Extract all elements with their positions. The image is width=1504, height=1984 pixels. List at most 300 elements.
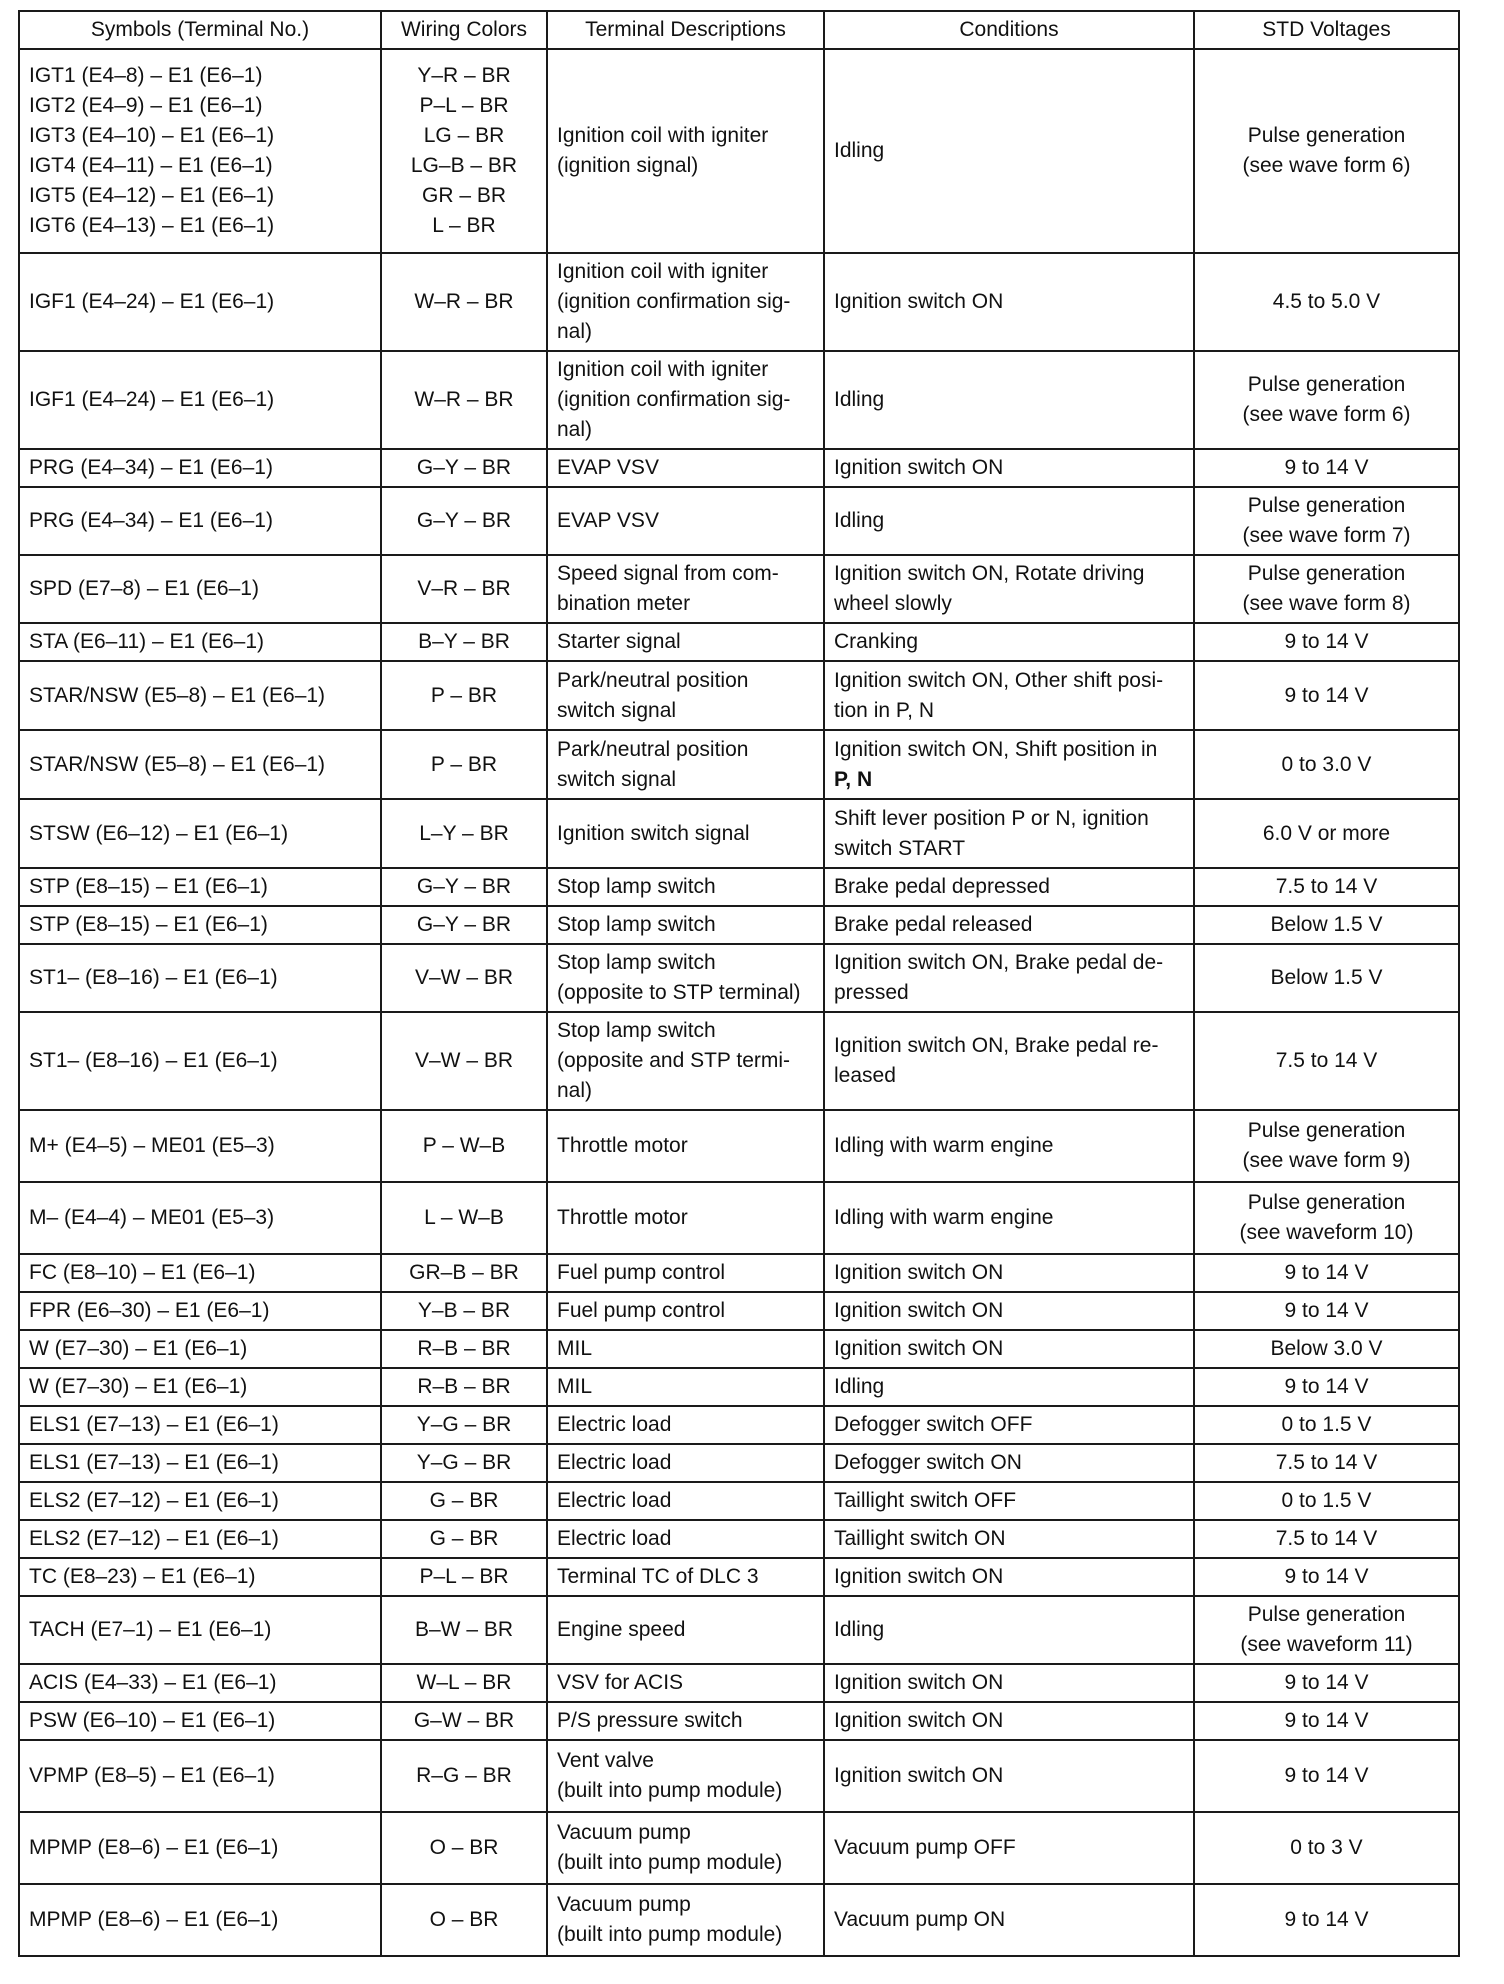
- condition-cell: [824, 906, 1194, 944]
- symbol-cell: IGF1 (E4–24) – E1 (E6–1): [19, 351, 381, 449]
- wiring-color-cell: P – BR: [381, 730, 547, 799]
- igt-description-line: Ignition coil with igniter: [557, 124, 769, 147]
- description-cell: [547, 1812, 824, 1884]
- voltage-cell: [1194, 1330, 1459, 1368]
- description-cell: [547, 1558, 824, 1596]
- description-cell: [547, 1740, 824, 1812]
- condition-cell: [824, 1740, 1194, 1812]
- condition-cell: [824, 1012, 1194, 1110]
- description-line: Park/neutral position: [557, 737, 749, 761]
- table-row: [19, 868, 1459, 906]
- description-cell: [547, 1444, 824, 1482]
- table-row: [19, 351, 1459, 449]
- condition-line: P, N: [834, 767, 873, 791]
- wiring-color-cell: GR–B – BR: [381, 1254, 547, 1292]
- igt-wiring-color: GR – BR: [421, 184, 507, 207]
- condition-cell: [824, 1182, 1194, 1254]
- voltage-cell: [1194, 1884, 1459, 1956]
- header-row: [19, 11, 1459, 49]
- condition-cell: [824, 1482, 1194, 1520]
- voltage-line: 7.5 to 14 V: [1275, 875, 1378, 898]
- igt-wiring-color: LG–B – BR: [410, 154, 518, 177]
- description-cell: [547, 1182, 824, 1254]
- symbol-cell: PRG (E4–34) – E1 (E6–1): [19, 449, 381, 487]
- voltage-line: Pulse generation: [1247, 1603, 1406, 1626]
- voltage-cell: [1194, 1444, 1459, 1482]
- description-line: Starter signal: [557, 630, 681, 653]
- description-cell: [547, 487, 824, 555]
- description-cell: [547, 730, 824, 799]
- description-line: Throttle motor: [557, 1206, 688, 1229]
- wiring-color-cell: G–Y – BR: [381, 449, 547, 487]
- voltage-cell: [1194, 730, 1459, 799]
- voltage-line: 4.5 to 5.0 V: [1272, 290, 1381, 313]
- description-line: switch signal: [557, 767, 677, 791]
- voltage-line: Pulse generation: [1247, 494, 1406, 517]
- igt-wiring-color: P–L – BR: [419, 94, 509, 117]
- condition-line: Idling: [834, 388, 885, 411]
- description-line: bination meter: [557, 592, 691, 615]
- wiring-color-cell: B–W – BR: [381, 1596, 547, 1664]
- voltage-line: 9 to 14 V: [1284, 1764, 1369, 1787]
- condition-cell: [824, 799, 1194, 868]
- condition-line: Defogger switch ON: [834, 1451, 1022, 1474]
- condition-line: Ignition switch ON, Brake pedal re-: [834, 1034, 1159, 1057]
- igt-symbol: IGT3 (E4–10) – E1 (E6–1): [29, 124, 275, 147]
- voltage-cell: [1194, 253, 1459, 351]
- table-row: [19, 1368, 1459, 1406]
- igt-wiring-color: LG – BR: [423, 124, 505, 147]
- description-cell: [547, 1406, 824, 1444]
- description-cell: [547, 1292, 824, 1330]
- condition-line: Ignition switch ON: [834, 1299, 1004, 1322]
- table-row: [19, 1740, 1459, 1812]
- voltage-cell: [1194, 555, 1459, 623]
- table-row: [19, 1012, 1459, 1110]
- voltage-cell: [1194, 1012, 1459, 1110]
- wiring-color-cell: O – BR: [381, 1884, 547, 1956]
- description-line: Electric load: [557, 1489, 672, 1512]
- condition-line: Brake pedal released: [834, 913, 1033, 936]
- condition-cell: [824, 1702, 1194, 1740]
- voltage-cell: [1194, 906, 1459, 944]
- wiring-color-cell: Y–G – BR: [381, 1444, 547, 1482]
- voltage-cell: [1194, 1182, 1459, 1254]
- symbol-cell: STAR/NSW (E5–8) – E1 (E6–1): [19, 730, 381, 799]
- table-row: [19, 730, 1459, 799]
- description-line: Ignition coil with igniter: [557, 260, 769, 283]
- wiring-color-cell: V–W – BR: [381, 1012, 547, 1110]
- description-line: Electric load: [557, 1527, 672, 1550]
- description-line: Speed signal from com-: [557, 562, 779, 585]
- description-cell: [547, 906, 824, 944]
- description-cell: [547, 1596, 824, 1664]
- description-line: EVAP VSV: [557, 509, 659, 532]
- table-row: [19, 253, 1459, 351]
- table-row-igt-group: [19, 49, 1459, 253]
- voltage-line: 9 to 14 V: [1284, 1375, 1369, 1398]
- voltage-line: 7.5 to 14 V: [1275, 1527, 1378, 1550]
- description-cell: [547, 449, 824, 487]
- igt-voltage-line: (see wave form 6): [1242, 154, 1411, 177]
- igt-wiring-color: L – BR: [432, 214, 496, 237]
- voltage-line: 9 to 14 V: [1284, 1709, 1369, 1732]
- condition-cell: [824, 1368, 1194, 1406]
- igt-symbol: IGT4 (E4–11) – E1 (E6–1): [29, 154, 273, 177]
- wiring-color-cell: G – BR: [381, 1520, 547, 1558]
- igt-description-line: (ignition signal): [557, 154, 699, 177]
- wiring-color-cell: R–G – BR: [381, 1740, 547, 1812]
- condition-line: Ignition switch ON, Shift position in: [834, 737, 1158, 761]
- table-row: [19, 799, 1459, 868]
- condition-line: Ignition switch ON, Brake pedal de-: [834, 951, 1164, 974]
- igt-condition-cell: [824, 49, 1194, 253]
- igt-voltage-cell: [1194, 49, 1459, 253]
- symbol-cell: IGF1 (E4–24) – E1 (E6–1): [19, 253, 381, 351]
- table-row: [19, 1596, 1459, 1664]
- voltage-cell: [1194, 1520, 1459, 1558]
- symbol-cell: M– (E4–4) – ME01 (E5–3): [19, 1182, 381, 1254]
- condition-line: Idling: [834, 1618, 885, 1641]
- voltage-cell: [1194, 1368, 1459, 1406]
- header-std-voltages: STD Voltages: [1194, 11, 1459, 49]
- voltage-line: Pulse generation: [1247, 373, 1406, 396]
- condition-cell: [824, 1444, 1194, 1482]
- voltage-cell: [1194, 868, 1459, 906]
- table-row: [19, 487, 1459, 555]
- header-conditions: Conditions: [824, 11, 1194, 49]
- igt-condition-line: Idling: [834, 139, 885, 162]
- table-row: [19, 1812, 1459, 1884]
- description-line: Ignition coil with igniter: [557, 358, 769, 381]
- table-row: [19, 1664, 1459, 1702]
- condition-line: Taillight switch ON: [834, 1527, 1006, 1550]
- voltage-cell: [1194, 1740, 1459, 1812]
- description-line: (built into pump module): [557, 1779, 783, 1802]
- voltage-line: (see wave form 7): [1242, 524, 1411, 547]
- description-cell: [547, 1482, 824, 1520]
- voltage-cell: [1194, 1812, 1459, 1884]
- wiring-color-cell: Y–B – BR: [381, 1292, 547, 1330]
- wiring-color-cell: W–L – BR: [381, 1664, 547, 1702]
- igt-symbol: IGT5 (E4–12) – E1 (E6–1): [29, 184, 275, 207]
- symbol-cell: M+ (E4–5) – ME01 (E5–3): [19, 1110, 381, 1182]
- voltage-line: Pulse generation: [1247, 562, 1406, 585]
- description-line: Ignition switch signal: [557, 821, 750, 845]
- symbol-cell: ELS2 (E7–12) – E1 (E6–1): [19, 1482, 381, 1520]
- voltage-line: 9 to 14 V: [1284, 1908, 1369, 1931]
- wiring-color-cell: G–Y – BR: [381, 906, 547, 944]
- igt-voltage-line: Pulse generation: [1247, 124, 1406, 147]
- igt-description-cell: [547, 49, 824, 253]
- condition-cell: [824, 253, 1194, 351]
- wiring-color-cell: R–B – BR: [381, 1368, 547, 1406]
- symbol-cell: STP (E8–15) – E1 (E6–1): [19, 906, 381, 944]
- voltage-line: 9 to 14 V: [1284, 1299, 1369, 1322]
- description-line: MIL: [557, 1337, 593, 1360]
- symbol-cell: W (E7–30) – E1 (E6–1): [19, 1330, 381, 1368]
- condition-line: Taillight switch OFF: [834, 1489, 1017, 1512]
- table-row: [19, 1520, 1459, 1558]
- condition-line: Ignition switch ON: [834, 1764, 1004, 1787]
- condition-cell: [824, 1884, 1194, 1956]
- condition-line: pressed: [834, 981, 909, 1004]
- condition-cell: [824, 555, 1194, 623]
- condition-cell: [824, 1596, 1194, 1664]
- wiring-color-cell: O – BR: [381, 1812, 547, 1884]
- description-line: VSV for ACIS: [557, 1671, 684, 1694]
- condition-line: Ignition switch ON: [834, 1709, 1004, 1732]
- symbol-cell: SPD (E7–8) – E1 (E6–1): [19, 555, 381, 623]
- symbol-cell: STA (E6–11) – E1 (E6–1): [19, 623, 381, 661]
- symbol-cell: STSW (E6–12) – E1 (E6–1): [19, 799, 381, 868]
- description-line: (opposite to STP terminal): [557, 981, 801, 1004]
- table-row: [19, 1482, 1459, 1520]
- voltage-cell: [1194, 1292, 1459, 1330]
- symbol-cell: ST1– (E8–16) – E1 (E6–1): [19, 1012, 381, 1110]
- condition-cell: [824, 1110, 1194, 1182]
- wiring-color-cell: P–L – BR: [381, 1558, 547, 1596]
- wiring-color-cell: R–B – BR: [381, 1330, 547, 1368]
- voltage-cell: [1194, 799, 1459, 868]
- symbol-cell: ELS1 (E7–13) – E1 (E6–1): [19, 1406, 381, 1444]
- description-cell: [547, 1254, 824, 1292]
- description-line: Terminal TC of DLC 3: [557, 1565, 759, 1588]
- voltage-line: 9 to 14 V: [1284, 1565, 1369, 1588]
- symbol-cell: STP (E8–15) – E1 (E6–1): [19, 868, 381, 906]
- symbol-cell: ELS2 (E7–12) – E1 (E6–1): [19, 1520, 381, 1558]
- condition-cell: [824, 449, 1194, 487]
- voltage-cell: [1194, 1702, 1459, 1740]
- description-line: Engine speed: [557, 1618, 686, 1641]
- table-row: [19, 1406, 1459, 1444]
- wiring-color-cell: V–W – BR: [381, 944, 547, 1012]
- description-cell: [547, 1012, 824, 1110]
- wiring-color-cell: G–Y – BR: [381, 487, 547, 555]
- voltage-line: (see waveform 11): [1240, 1633, 1413, 1656]
- symbol-cell: MPMP (E8–6) – E1 (E6–1): [19, 1884, 381, 1956]
- description-cell: [547, 555, 824, 623]
- description-line: MIL: [557, 1375, 593, 1398]
- description-cell: [547, 623, 824, 661]
- condition-line: Defogger switch OFF: [834, 1413, 1033, 1436]
- description-cell: [547, 661, 824, 730]
- description-line: switch signal: [557, 698, 677, 722]
- condition-line: leased: [834, 1064, 896, 1087]
- voltage-line: Below 3.0 V: [1270, 1337, 1383, 1360]
- voltage-line: 9 to 14 V: [1284, 1261, 1369, 1284]
- condition-line: Ignition switch ON, Other shift posi-: [834, 668, 1164, 692]
- wiring-color-cell: W–R – BR: [381, 351, 547, 449]
- description-line: P/S pressure switch: [557, 1709, 743, 1732]
- condition-line: Idling with warm engine: [834, 1134, 1054, 1157]
- description-line: Throttle motor: [557, 1134, 688, 1157]
- description-cell: [547, 351, 824, 449]
- symbol-cell: PRG (E4–34) – E1 (E6–1): [19, 487, 381, 555]
- symbol-cell: STAR/NSW (E5–8) – E1 (E6–1): [19, 661, 381, 730]
- description-line: Stop lamp switch: [557, 913, 716, 936]
- igt-colors-cell: [381, 49, 547, 253]
- voltage-line: 7.5 to 14 V: [1275, 1049, 1378, 1072]
- condition-line: Idling: [834, 509, 885, 532]
- voltage-line: 9 to 14 V: [1284, 1671, 1369, 1694]
- voltage-cell: [1194, 623, 1459, 661]
- condition-line: Ignition switch ON: [834, 1565, 1004, 1588]
- voltage-line: 9 to 14 V: [1284, 630, 1369, 653]
- condition-line: Brake pedal depressed: [834, 875, 1050, 898]
- description-line: nal): [557, 320, 593, 343]
- wiring-color-cell: G–W – BR: [381, 1702, 547, 1740]
- description-line: nal): [557, 1079, 593, 1102]
- condition-line: Cranking: [834, 630, 919, 653]
- condition-cell: [824, 1254, 1194, 1292]
- voltage-line: 0 to 1.5 V: [1281, 1413, 1372, 1436]
- voltage-line: (see wave form 6): [1242, 403, 1411, 426]
- description-line: (built into pump module): [557, 1923, 783, 1946]
- voltage-line: (see wave form 9): [1242, 1149, 1411, 1172]
- wiring-color-cell: P – W–B: [381, 1110, 547, 1182]
- voltage-line: 6.0 V or more: [1262, 821, 1391, 845]
- igt-wiring-color: Y–R – BR: [417, 64, 511, 87]
- condition-line: Shift lever position P or N, ignition: [834, 806, 1149, 830]
- condition-line: Ignition switch ON: [834, 1337, 1004, 1360]
- voltage-cell: [1194, 944, 1459, 1012]
- igt-symbol: IGT6 (E4–13) – E1 (E6–1): [29, 214, 275, 237]
- description-cell: [547, 1884, 824, 1956]
- condition-line: Ignition switch ON: [834, 1671, 1004, 1694]
- voltage-line: 7.5 to 14 V: [1275, 1451, 1378, 1474]
- header-symbols: Symbols (Terminal No.): [19, 11, 381, 49]
- symbol-cell: PSW (E6–10) – E1 (E6–1): [19, 1702, 381, 1740]
- condition-cell: [824, 1330, 1194, 1368]
- description-cell: [547, 1330, 824, 1368]
- condition-cell: [824, 1812, 1194, 1884]
- voltage-cell: [1194, 1482, 1459, 1520]
- voltage-line: 9 to 14 V: [1284, 683, 1369, 707]
- condition-line: Ignition switch ON, Rotate driving: [834, 562, 1145, 585]
- symbol-cell: W (E7–30) – E1 (E6–1): [19, 1368, 381, 1406]
- table-row: [19, 623, 1459, 661]
- description-line: nal): [557, 418, 593, 441]
- igt-symbol: IGT2 (E4–9) – E1 (E6–1): [29, 94, 263, 117]
- header-terminal-descriptions: Terminal Descriptions: [547, 11, 824, 49]
- condition-line: Ignition switch ON: [834, 456, 1004, 479]
- condition-line: wheel slowly: [834, 592, 952, 615]
- description-line: (opposite and STP termi-: [557, 1049, 791, 1072]
- condition-cell: [824, 623, 1194, 661]
- table-row: [19, 555, 1459, 623]
- table-row: [19, 449, 1459, 487]
- description-line: (ignition confirmation sig-: [557, 290, 791, 313]
- description-line: Vacuum pump: [557, 1893, 691, 1916]
- condition-line: Idling: [834, 1375, 885, 1398]
- symbol-cell: FPR (E6–30) – E1 (E6–1): [19, 1292, 381, 1330]
- wiring-color-cell: Y–G – BR: [381, 1406, 547, 1444]
- symbol-cell: VPMP (E8–5) – E1 (E6–1): [19, 1740, 381, 1812]
- wiring-color-cell: L – W–B: [381, 1182, 547, 1254]
- voltage-cell: [1194, 1664, 1459, 1702]
- condition-cell: [824, 944, 1194, 1012]
- voltage-line: (see wave form 8): [1242, 592, 1411, 615]
- description-line: Electric load: [557, 1413, 672, 1436]
- condition-cell: [824, 1406, 1194, 1444]
- condition-line: switch START: [834, 836, 966, 860]
- header-wiring-colors: Wiring Colors: [381, 11, 547, 49]
- wiring-color-cell: L–Y – BR: [381, 799, 547, 868]
- table-body: [19, 49, 1459, 1956]
- table-row: [19, 906, 1459, 944]
- voltage-line: Below 1.5 V: [1270, 913, 1383, 936]
- voltage-line: 0 to 3.0 V: [1281, 752, 1372, 776]
- symbol-cell: MPMP (E8–6) – E1 (E6–1): [19, 1812, 381, 1884]
- description-line: (ignition confirmation sig-: [557, 388, 791, 411]
- voltage-cell: [1194, 1110, 1459, 1182]
- voltage-line: 0 to 3 V: [1290, 1836, 1363, 1859]
- table-row: [19, 1292, 1459, 1330]
- voltage-line: Pulse generation: [1247, 1191, 1406, 1214]
- symbol-cell: TACH (E7–1) – E1 (E6–1): [19, 1596, 381, 1664]
- symbol-cell: ACIS (E4–33) – E1 (E6–1): [19, 1664, 381, 1702]
- symbol-cell: ST1– (E8–16) – E1 (E6–1): [19, 944, 381, 1012]
- voltage-line: Below 1.5 V: [1270, 966, 1383, 989]
- description-cell: [547, 253, 824, 351]
- condition-line: Idling with warm engine: [834, 1206, 1054, 1229]
- igt-symbols-cell: [19, 49, 381, 253]
- condition-cell: [824, 487, 1194, 555]
- voltage-line: 9 to 14 V: [1284, 456, 1369, 479]
- description-line: EVAP VSV: [557, 456, 659, 479]
- wiring-color-cell: P – BR: [381, 661, 547, 730]
- igt-symbol: IGT1 (E4–8) – E1 (E6–1): [29, 64, 263, 87]
- condition-cell: [824, 1520, 1194, 1558]
- description-line: Park/neutral position: [557, 668, 749, 692]
- description-line: Stop lamp switch: [557, 875, 716, 898]
- symbol-cell: ELS1 (E7–13) – E1 (E6–1): [19, 1444, 381, 1482]
- condition-cell: [824, 1292, 1194, 1330]
- description-cell: [547, 799, 824, 868]
- description-cell: [547, 1368, 824, 1406]
- table-row: [19, 1182, 1459, 1254]
- table-row: [19, 1110, 1459, 1182]
- description-line: Vent valve: [557, 1749, 654, 1772]
- voltage-line: (see waveform 10): [1239, 1221, 1414, 1244]
- table-row: [19, 944, 1459, 1012]
- description-cell: [547, 1110, 824, 1182]
- condition-line: Ignition switch ON: [834, 1261, 1004, 1284]
- description-cell: [547, 1664, 824, 1702]
- condition-line: Vacuum pump OFF: [834, 1836, 1016, 1859]
- voltage-cell: [1194, 661, 1459, 730]
- voltage-line: 0 to 1.5 V: [1281, 1489, 1372, 1512]
- table-row: [19, 1330, 1459, 1368]
- voltage-cell: [1194, 1558, 1459, 1596]
- condition-line: Ignition switch ON: [834, 290, 1004, 313]
- table-row: [19, 1444, 1459, 1482]
- description-line: Fuel pump control: [557, 1299, 726, 1322]
- table-row: [19, 1884, 1459, 1956]
- description-line: Vacuum pump: [557, 1821, 691, 1844]
- condition-cell: [824, 351, 1194, 449]
- description-line: Stop lamp switch: [557, 951, 716, 974]
- voltage-cell: [1194, 351, 1459, 449]
- condition-line: tion in P, N: [834, 698, 935, 722]
- table-row: [19, 661, 1459, 730]
- description-cell: [547, 1520, 824, 1558]
- terminal-voltage-table: [18, 10, 1460, 1957]
- description-cell: [547, 1702, 824, 1740]
- condition-cell: [824, 1558, 1194, 1596]
- condition-cell: [824, 868, 1194, 906]
